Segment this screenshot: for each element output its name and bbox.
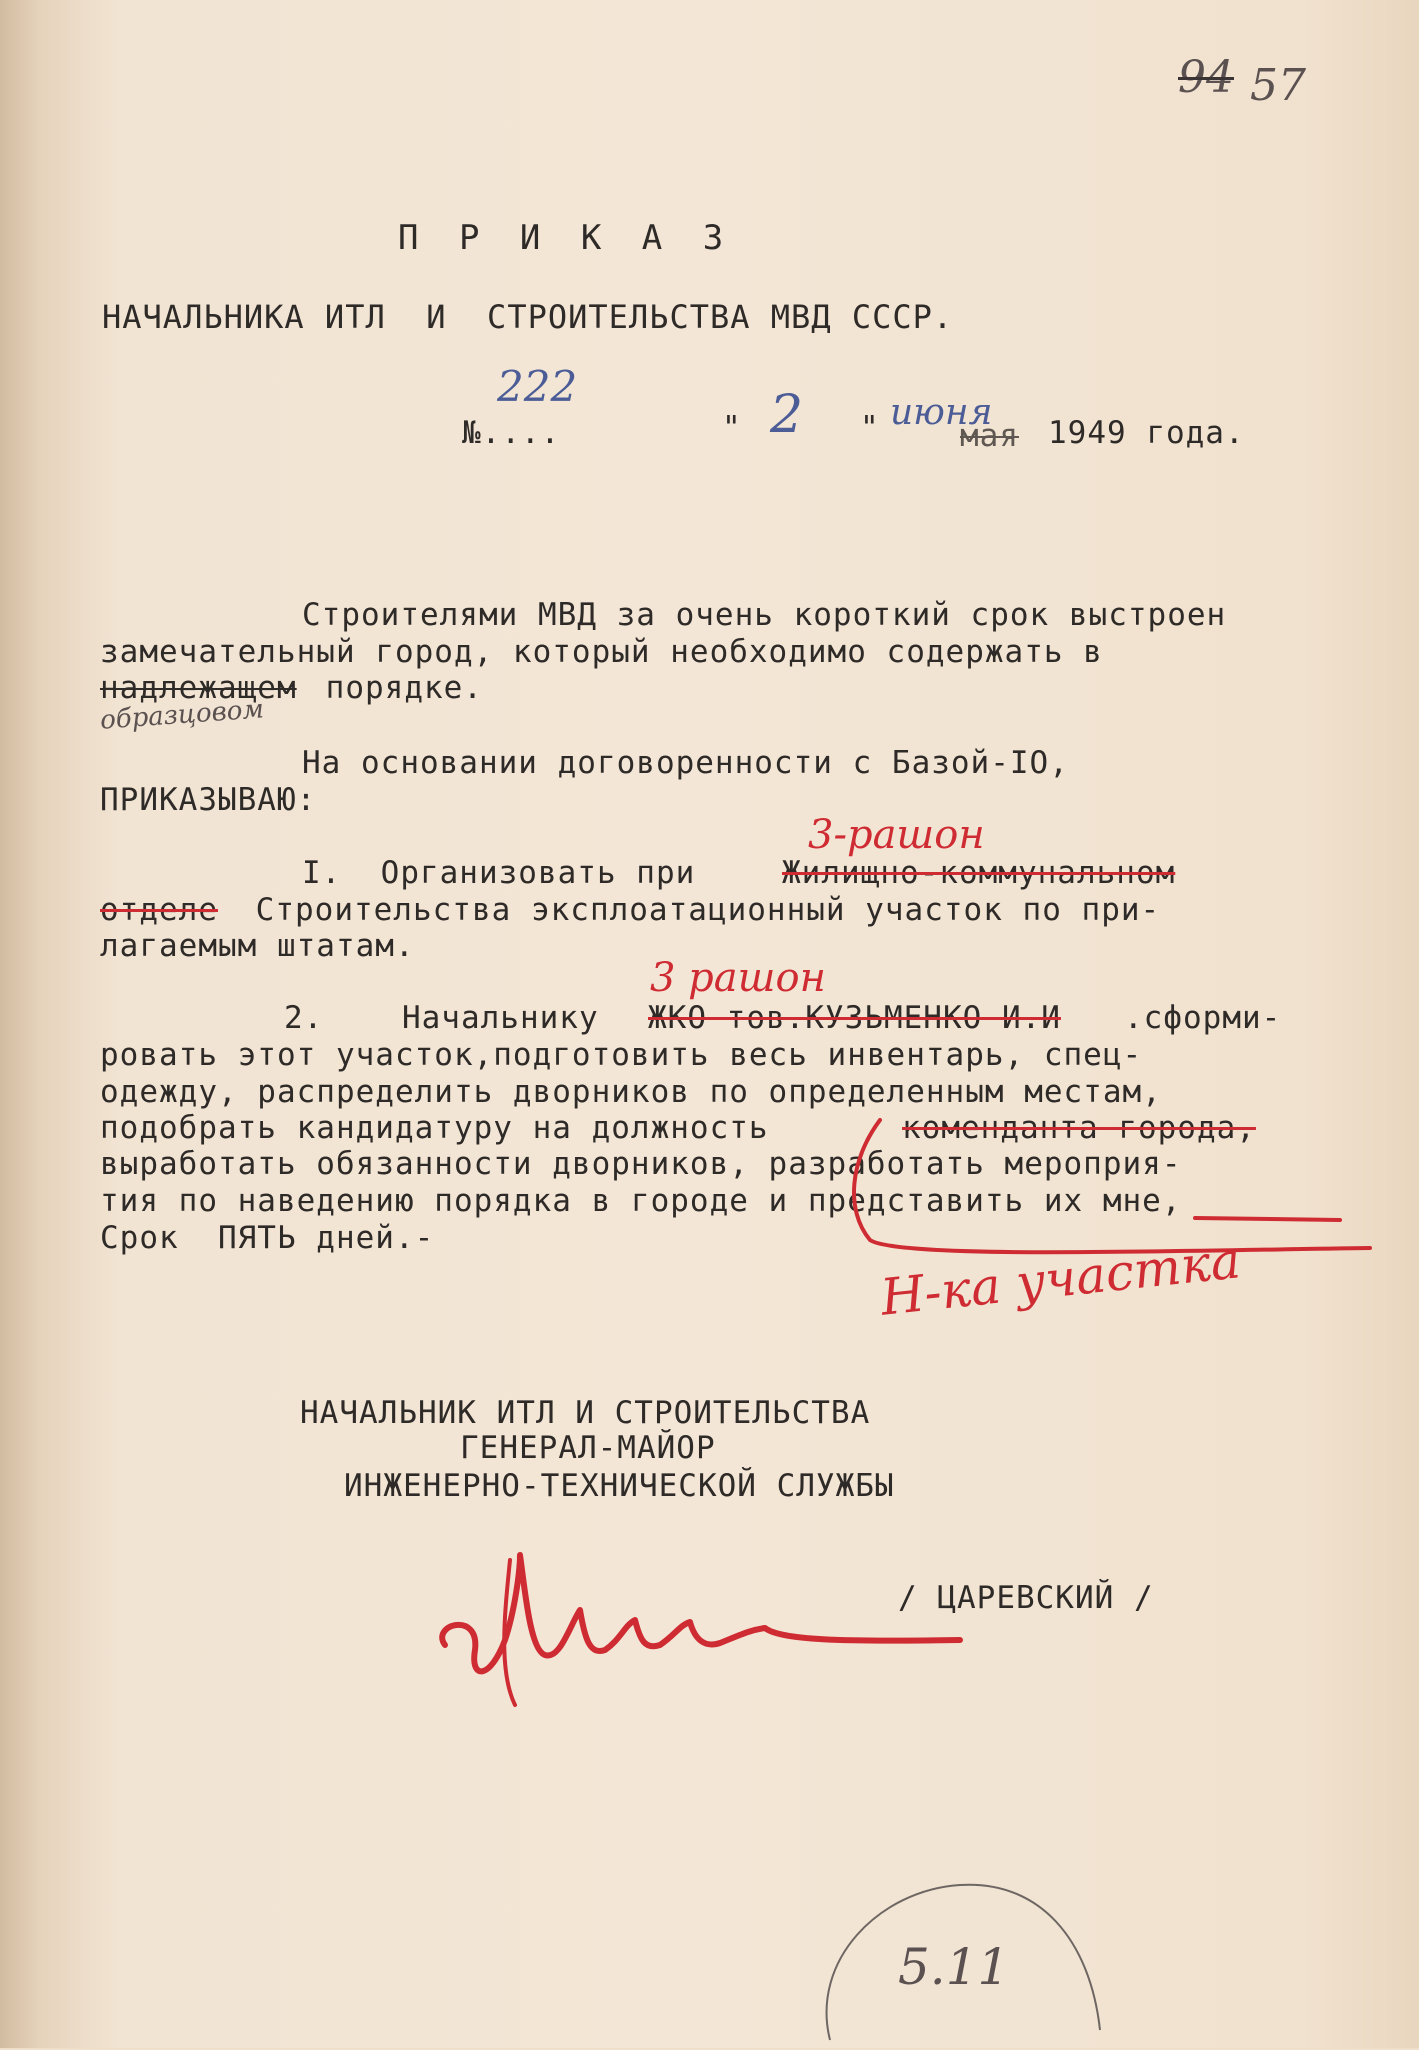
handwritten-signature bbox=[420, 1530, 980, 1710]
item2-line1-struck: ЖКО тов.КУЗЬМЕНКО И.И bbox=[648, 1000, 1061, 1036]
item2-line1-start: 2. Начальнику bbox=[284, 1000, 619, 1036]
para1-line1: Строителями МВД за очень короткий срок выстроен bbox=[302, 597, 1227, 633]
archive-number: 57 bbox=[1250, 60, 1306, 111]
item2-line2: ровать этот участок,подготовить весь инвентарь, спец- bbox=[100, 1037, 1143, 1073]
item2-margin-note: Н-ка участка bbox=[877, 1231, 1244, 1327]
para1-line3-rest: порядке. bbox=[306, 670, 483, 706]
para2-line2: ПРИКАЗЫВАЮ: bbox=[100, 782, 317, 818]
date-month-handwritten: июня bbox=[890, 392, 993, 433]
para1-struck-word: надлежащем bbox=[100, 670, 297, 706]
para1-line2: замечательный город, который необходимо содержать в bbox=[100, 634, 1103, 670]
item1-line1-start: I. Организовать при bbox=[302, 855, 715, 891]
para1-margin-note: образцовом bbox=[99, 694, 265, 736]
item1-line3: лагаемым штатам. bbox=[100, 928, 415, 964]
signature-line1: НАЧАЛЬНИК ИТЛ И СТРОИТЕЛЬСТВА bbox=[300, 1395, 871, 1431]
item2-line4-start: подобрать кандидатуру на должность bbox=[100, 1110, 789, 1146]
date-year: 1949 года. bbox=[1048, 415, 1245, 451]
red-bracket bbox=[854, 1120, 1370, 1252]
item2-line6: тия по наведению порядка в городе и представить их мне, bbox=[100, 1183, 1182, 1219]
document-title: П Р И К А З bbox=[398, 218, 734, 258]
order-number-label: №.... bbox=[462, 415, 561, 451]
date-open-quote: " bbox=[722, 410, 742, 446]
date-day-handwritten: 2 bbox=[770, 385, 804, 445]
para2-line1: На основании договоренности с Базой-IO, bbox=[302, 745, 1069, 781]
item1-insert-note: 3-рашон bbox=[808, 812, 985, 858]
item1-line2-struck: отделе bbox=[100, 892, 218, 928]
item2-insert-note: 3 рашон bbox=[650, 955, 826, 1001]
item2-line5: выработать обязанности дворников, разработать мероприя- bbox=[100, 1146, 1182, 1182]
item1-line2-rest: Строительства эксплоатационный участок по при- bbox=[236, 892, 1161, 928]
red-underline-im-mne bbox=[1195, 1218, 1340, 1220]
signature-line3: ИНЖЕНЕРНО-ТЕХНИЧЕСКОЙ СЛУЖБЫ bbox=[344, 1468, 895, 1504]
date-close-quote: " bbox=[860, 410, 880, 446]
archive-number-crossed: 94 bbox=[1178, 52, 1234, 103]
item1-line1-struck: Жилищно-коммунальном bbox=[782, 855, 1176, 891]
bottom-pencil-note: 5.11 bbox=[898, 1938, 1010, 1996]
signature-line2: ГЕНЕРАЛ-МАЙОР bbox=[460, 1430, 716, 1466]
item2-line1-end: .сформи- bbox=[1124, 1000, 1282, 1036]
item2-line4-struck: коменданта города, bbox=[902, 1110, 1256, 1146]
date-month-typed-struck: мая bbox=[960, 418, 1019, 454]
document-subtitle: НАЧАЛЬНИКА ИТЛ И СТРОИТЕЛЬСТВА МВД СССР. bbox=[102, 298, 954, 336]
item2-line3: одежду, распределить дворников по определенным местам, bbox=[100, 1074, 1162, 1110]
order-number-handwritten: 222 bbox=[497, 362, 578, 411]
signature-name: / ЦАРЕВСКИЙ / bbox=[898, 1580, 1154, 1616]
item2-line7: Срок ПЯТЬ дней.- bbox=[100, 1220, 435, 1256]
